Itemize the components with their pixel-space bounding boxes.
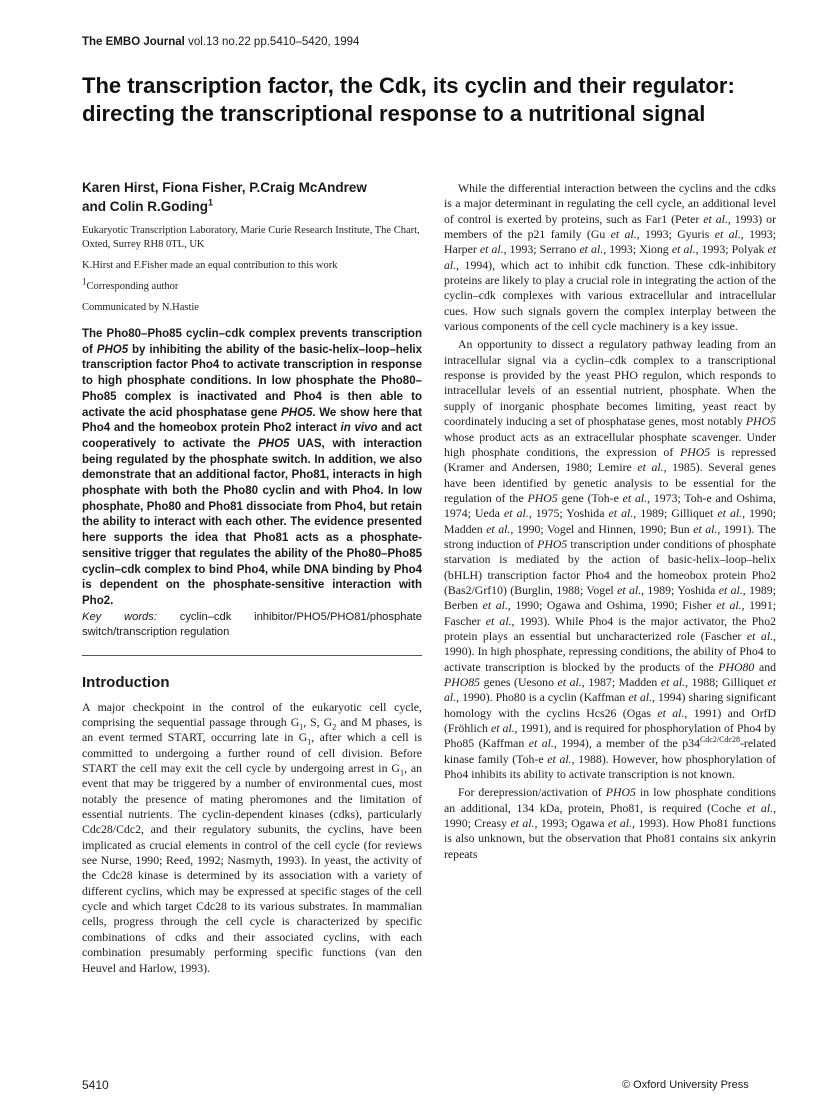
journal-name: The EMBO Journal xyxy=(82,36,185,48)
keywords: Key words: cyclin–cdk inhibitor/PHO5/PHO81/phosphate switch/transcription regulation xyxy=(82,610,422,639)
left-column xyxy=(82,178,422,976)
affiliation: Eukaryotic Transcription Laboratory, Marie Curie Research Institute, The Chart, Oxted, Surrey RH8 0TL, UK xyxy=(82,225,420,250)
intro-paragraph-2: While the differential interaction between the cyclins and the cdks is a major determinant in regulating the cell cycle, an additional level of control is exerted by proteins, such as Far1 (Peter et al., 1993) or members of the p21 family (Gu et al., 1993; Gyuris et al., 1993; Harper et al., 1993; Serrano et al., 1993; Xiong et al., 1993; Polyak et al., 1994), which act to inhibit cdk function. These cdk-inhibitory proteins are likely to play a crucial role in integrating the action of the cyclin–cdk complexes with various extracellular and intracellular cues. How such signals govern the complex interplay between the various components of the cell cycle machinery is a key issue. xyxy=(444,181,777,334)
equal-contribution-note: K.Hirst and F.Fisher made an equal contribution to this work xyxy=(82,260,338,271)
intro-paragraph-4: For derepression/activation of PHO5 in low phosphate conditions an additional, 134 kDa, protein, Pho81, is required (Coche et al., 1990; Creasy et al., 1993; Ogawa et al., 1993). How Pho81 functions is also unknown, but the observation that Pho81 contains six ankyrin repeats xyxy=(444,785,777,861)
journal-citation: vol.13 no.22 pp.5410–5420, 1994 xyxy=(188,36,360,48)
corresponding-author-note: $^1$Corresponding author xyxy=(82,276,179,292)
intro-paragraph-1: A major checkpoint in the control of the eukaryotic cell cycle, comprising the sequential passage through $G_1$, S, $G_2$ and M phases, is an event termed START, occurring late in $G_1$, after which a cell is committed to undergoing a further round of cell division. Before START the cell may exit the cell cycle by undergoing arrest in $G_1$, an event that may be triggered by a number of environmental cues, most notably the presence of mating pheromones and the limitation of essential nutrients. The cyclin-dependent kinases (cdks), particularly Cdc28/Cdc2, and their regulatory subunits, the cyclins, have been implicated as crucial elements in control of the cell cycle (for reviews see Nurse, 1990; Reed, 1992; Nasmyth, 1993). In yeast, the activity of the Cdc28 kinase is determined by its association with a variety of different cyclins, which may be expressed at specific stages of the cell cycle and which target Cdc28 to its various substrates. In mammalian cells, progress through the cell cycle is characterized by specific combinations of cdks and their associated cyclins, with each combination presumably performing specific functions (van den Heuvel and Harlow, 1993). xyxy=(82,699,423,975)
intro-paragraph-3: An opportunity to dissect a regulatory pathway leading from an intracellular signal via a cyclin–cdk complex to a transcriptional response is provided by the yeast PHO regulon, which responds to intracellular levels of an essential nutrient, phosphate. When the supply of inorganic phosphate becomes limiting, yeast react by coordinately inducing a set of phosphatase genes, most notably PHO5 whose product acts as an extracellular phosphate scavenger. Under high phosphate conditions, the expression of PHO5 is repressed (Kramer and Andersen, 1980; Lemire et al., 1985). Several genes have been identified by genetic analysis to be essential for the regulation of the PHO5 gene (Toh-e et al., 1973; Toh-e and Oshima, 1974; Ueda et al., 1975; Yoshida et al., 1989; Gilliquet et al., 1990; Madden et al., 1990; Vogel and Hinnen, 1990; Bun et al., 1991). The strong induction of PHO5 transcription under conditions of phosphate starvation is mediated by the action of basic-helix–loop–helix (bHLH) transcription factor Pho4 and the homeobox protein Pho2 (Bas2/Grf10) (Burglin, 1988; Vogel et al., 1989; Yoshida et al., 1989; Berben et al., 1990; Ogawa and Oshima, 1990; Fisher et al., 1991; Fascher et al., 1993). While Pho4 is the major activator, the Pho2 protein plays an essential but uncharacterized role (Fascher et al., 1990). In high phosphate, repressing conditions, the ability of Pho4 to activate transcription is blocked by the products of the PHO80 and PHO85 genes (Uesono et al., 1987; Madden et al., 1988; Gilliquet et al., 1990). Pho80 is a cyclin (Kaffman et al., 1994) sharing significant homology with the cyclins Hcs26 (Ogas et al., 1991) and OrfD (Fröhlich et al., 1991), and is required for phosphorylation of Pho4 by Pho85 (Kaffman et al., 1994), a member of the $p34^{Cdc2/Cdc28}$-related kinase family (Toh-e et al., 1988). However, how phosphorylation of Pho4 inhibits its ability to activate transcription is not known. xyxy=(444,337,777,782)
section-divider xyxy=(82,655,422,656)
authors-line-2: and Colin R.Goding$^1$ xyxy=(82,197,213,214)
publisher-notice: © Oxford University Press xyxy=(622,1079,749,1091)
communicated-by: Communicated by N.Hastie xyxy=(82,302,199,313)
article-title: The transcription factor, the Cdk, its cyclin and their regulator: directing the transcriptional response to a nutritional signal xyxy=(82,73,735,126)
journal-header xyxy=(82,36,359,48)
page-number: 5410 xyxy=(82,1078,109,1092)
author-list xyxy=(82,178,422,216)
abstract: The Pho80–Pho85 cyclin–cdk complex prevents transcription of PHO5 by inhibiting the ability of the basic-helix–loop–helix transcription factor Pho4 to activate transcription in response to high phosphate conditions. In low phosphate the Pho80–Pho85 complex is inactivated and Pho4 is then able to activate the acid phosphatase gene PHO5. We show here that Pho4 and the homeobox protein Pho2 interact in vivo and act cooperatively to activate the PHO5 UAS, with interaction being regulated by the phosphate switch. In addition, we also demonstrate that an additional factor, Pho81, interacts in high phosphate with both the Pho80 cyclin and with Pho4. In low phosphate, Pho80 and Pho81 dissociate from Pho4, but retain the ability to interact with each other. The evidence presented here supports the idea that Pho81 acts as a phosphate-sensitive trigger that regulates the ability of the Pho80–Pho85 cyclin–cdk complex to bind Pho4, while DNA binding by Pho4 is dependent on the phosphate-sensitive interaction with Pho2. xyxy=(82,328,422,607)
right-column xyxy=(444,178,776,862)
keywords-label: Key words: xyxy=(82,610,157,623)
authors-line-1: Karen Hirst, Fiona Fisher, P.Craig McAndrew xyxy=(82,180,367,195)
introduction-heading: Introduction xyxy=(82,673,170,691)
author-mark: 1 xyxy=(207,197,213,208)
